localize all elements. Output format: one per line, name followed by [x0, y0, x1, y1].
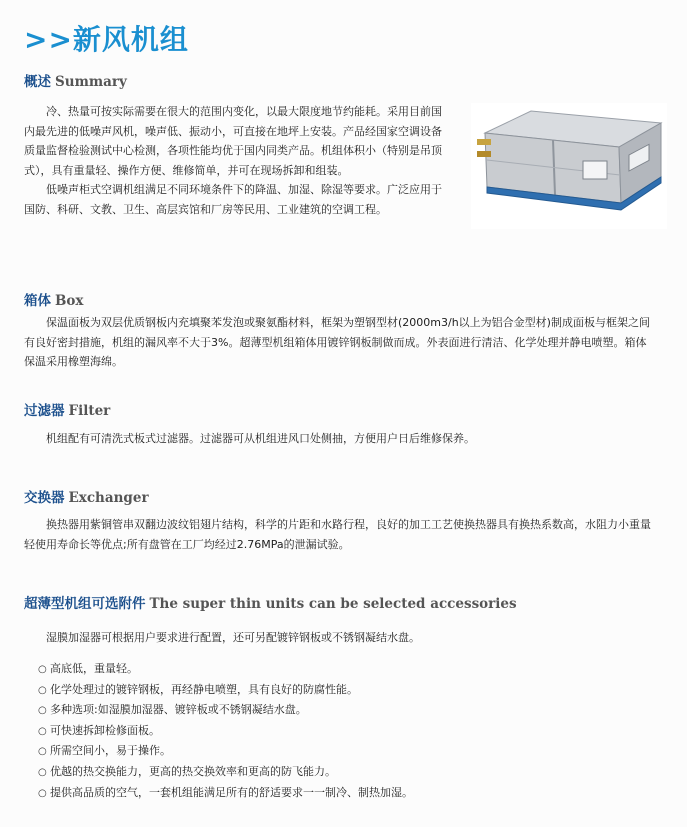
list-item: ○ 所需空间小，易于操作。 [38, 741, 413, 762]
list-item: ○ 多种选项:如湿膜加湿器、镀锌板或不锈钢凝结水盘。 [38, 700, 413, 721]
unit-outlet-1 [583, 161, 607, 179]
exchanger-heading-cn: 交换器 [24, 490, 65, 506]
air-handling-unit-photo [471, 103, 667, 229]
box-text: 保温面板为双层优质钢板内充填聚苯发泡或聚氨酯材料，框架为塑钢型材(2000m3/h以上为铝合金型材)制成面板与框架之间有良好密封措施，机组的漏风率不大于3%。超薄型机组箱体用镀锌钢板制做而成。外表面进行清洁、化学处理并静电喷塑。箱体保温采用橡塑海绵。 [24, 316, 650, 369]
summary-paragraph-1: 冷、热量可按实际需要在很大的范围内变化，以最大限度地节约能耗。采用目前国内最先进的低噪声风机，噪声低、振动小，可直接在地坪上安装。产品经国家空调设备质量监督检验测试中心检测，各项性能均优于国内同类产品。机组体积小（特别是吊顶式），具有重量轻、操作方便、维修简单，并可在现场拆卸和组装。 [24, 105, 442, 177]
circle-bullet-icon: ○ [38, 787, 47, 799]
list-item: ○ 高底低，重量轻。 [38, 659, 413, 680]
exchanger-text: 换热器用紫铜管串双翻边波纹铝翅片结构，科学的片距和水路行程，良好的加工工艺使换热器具有换热系数高，水阻力小重量轻使用寿命长等优点;所有盘管在工厂均经过2.76MPa的泄漏试验。 [24, 518, 651, 551]
list-item: ○ 可快速拆卸检修面板。 [38, 721, 413, 742]
summary-text [24, 102, 449, 220]
circle-bullet-icon: ○ [38, 705, 47, 717]
summary-heading-cn: 概述 [24, 74, 51, 90]
unit-pipe-1 [477, 139, 491, 145]
page-title: >>新风机组 [24, 23, 189, 56]
circle-bullet-icon: ○ [38, 725, 47, 737]
summary-paragraph-2: 低噪声柜式空调机组满足不同环境条件下的降温、加湿、除湿等要求。广泛应用于国防、科研、文教、卫生、高层宾馆和厂房等民用、工业建筑的空调工程。 [24, 183, 442, 216]
accessories-heading-en: The super thin units can be selected accessories [149, 596, 517, 612]
accessories-text: 湿膜加湿器可根据用户要求进行配置，还可另配镀锌钢板或不锈钢凝结水盘。 [46, 631, 420, 644]
circle-bullet-icon: ○ [38, 684, 47, 696]
filter-text: 机组配有可清洗式板式过滤器。过滤器可从机组进风口处侧抽，方便用户日后维修保养。 [46, 432, 475, 445]
list-item: ○ 提供高品质的空气，一套机组能满足所有的舒适要求一一制冷、制热加湿。 [38, 783, 413, 804]
accessories-list [38, 659, 413, 803]
summary-heading [24, 70, 127, 90]
exchanger-heading [24, 486, 149, 506]
box-heading [24, 289, 83, 309]
accessories-heading-cn: 超薄型机组可选附件 [24, 596, 146, 612]
filter-heading [24, 399, 110, 419]
circle-bullet-icon: ○ [38, 664, 47, 675]
filter-heading-en: Filter [68, 403, 111, 419]
accessories-heading [24, 592, 517, 612]
circle-bullet-icon: ○ [38, 766, 47, 778]
box-heading-cn: 箱体 [24, 293, 51, 309]
summary-heading-en: Summary [55, 74, 127, 90]
circle-bullet-icon: ○ [38, 746, 47, 758]
filter-heading-cn: 过滤器 [24, 403, 65, 419]
list-item: ○ 优越的热交换能力，更高的热交换效率和更高的防飞能力。 [38, 762, 413, 783]
list-item: ○ 化学处理过的镀锌钢板，再经静电喷塑，具有良好的防腐性能。 [38, 680, 413, 701]
unit-pipe-2 [477, 151, 491, 157]
box-heading-en: Box [55, 293, 84, 309]
exchanger-heading-en: Exchanger [68, 490, 149, 506]
